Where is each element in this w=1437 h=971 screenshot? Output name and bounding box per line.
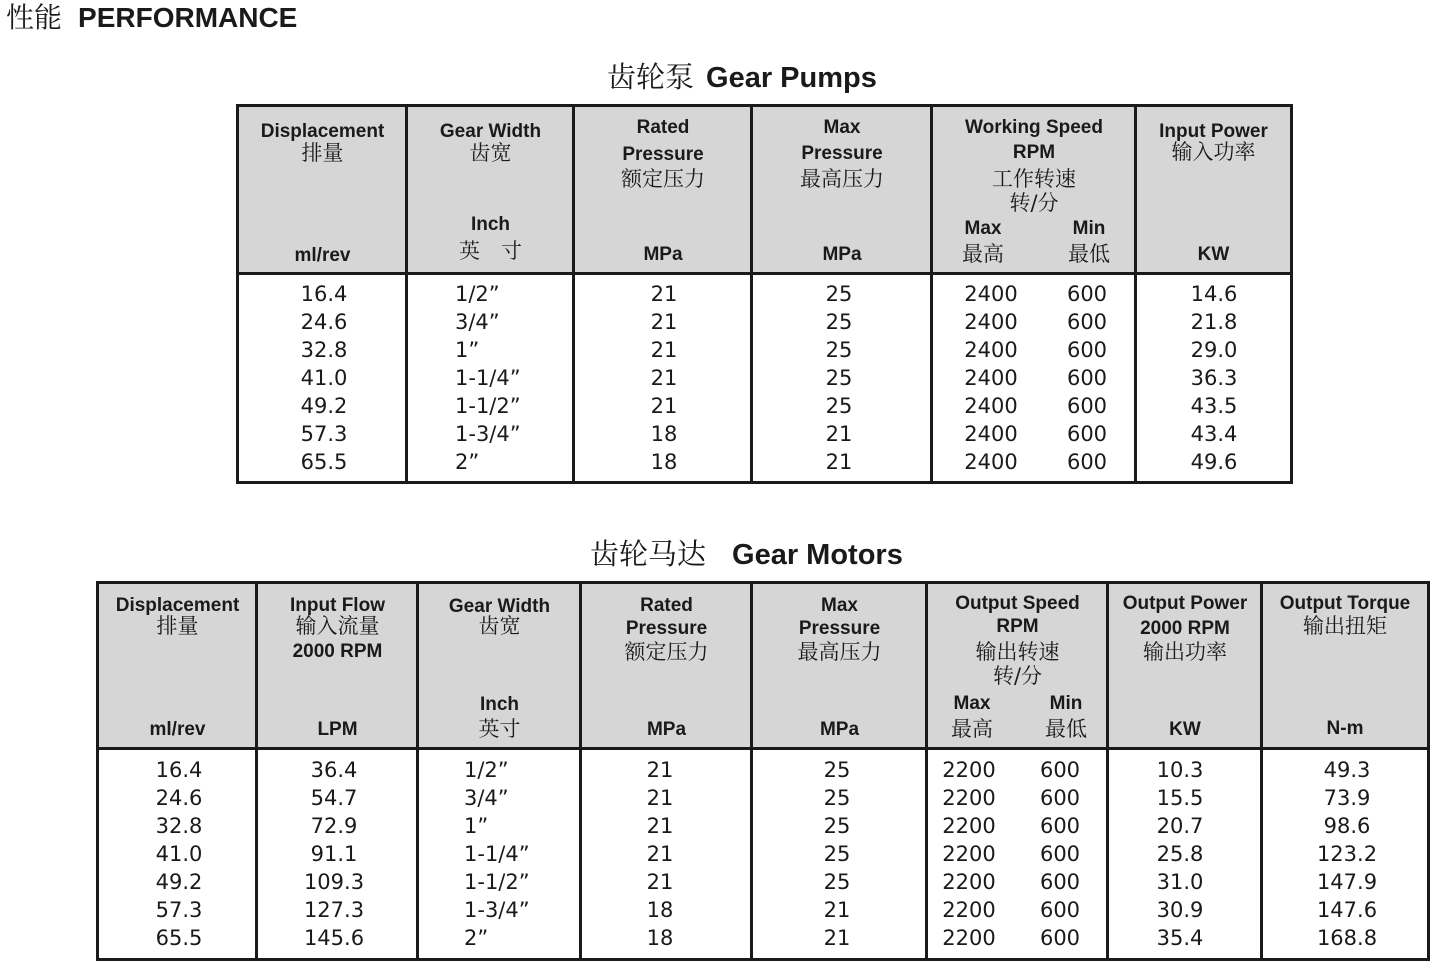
pumps-hdr-rated-en2: Pressure (622, 144, 704, 165)
pumps-cell-power: 43.4 (1190, 422, 1238, 446)
motors-cell-width: 1/2” (464, 758, 509, 782)
motors-cell-disp: 41.0 (155, 842, 203, 866)
pumps-cell-disp: 16.4 (300, 282, 348, 306)
pumps-cell-max: 25 (825, 282, 853, 306)
motors-cell-rated: 21 (646, 758, 674, 782)
motors-hdr-speed-cn2: 转/分 (992, 664, 1043, 688)
motors-cell-power: 25.8 (1156, 842, 1204, 866)
pumps-hdr-disp-en: Displacement (260, 121, 385, 142)
pumps-cell-max: 25 (825, 310, 853, 334)
pumps-cell-power: 36.3 (1190, 366, 1238, 390)
pumps-cell-smax: 2400 (964, 366, 1018, 390)
pumps-cell-power: 14.6 (1190, 282, 1238, 306)
motors-cell-disp: 16.4 (155, 758, 203, 782)
motors-cell-rated: 21 (646, 786, 674, 810)
pumps-hdr-width-unit-en: Inch (470, 214, 511, 235)
motors-cell-torque: 168.8 (1316, 926, 1378, 950)
pumps-table-row (239, 308, 1290, 336)
motors-cell-rated: 21 (646, 814, 674, 838)
pumps-hdr-rated-unit: MPa (643, 244, 683, 265)
motors-cell-smax: 2200 (942, 870, 996, 894)
motors-cell-max: 25 (823, 870, 851, 894)
motors-hdr-speed-max-en: Max (953, 693, 991, 714)
motors-hdr-rated-en1: Rated (640, 595, 693, 616)
motors-hdr-rated-cn: 额定压力 (624, 640, 709, 664)
heading-cn: 性能 (6, 1, 63, 34)
motors-hdr-width-en: Gear Width (448, 596, 551, 617)
pumps-cell-max: 25 (825, 394, 853, 418)
motors-hdr-flow-unit: LPM (317, 719, 358, 740)
motors-title-en: Gear Motors (732, 539, 903, 571)
motors-cell-max: 21 (823, 898, 851, 922)
pumps-hdr-width-cn: 齿宽 (469, 141, 512, 165)
motors-hdr-disp-en: Displacement (115, 595, 240, 616)
motors-hdr-max-unit: MPa (819, 719, 860, 740)
motors-cell-torque: 73.9 (1323, 786, 1371, 810)
motors-cell-width: 1-1/2” (464, 870, 530, 894)
pumps-cell-power: 43.5 (1190, 394, 1238, 418)
page-heading (6, 0, 297, 36)
pumps-cell-max: 21 (825, 450, 853, 474)
motors-cell-torque: 147.9 (1316, 870, 1378, 894)
pumps-table (236, 104, 1293, 484)
motors-cell-smin: 600 (1039, 870, 1081, 894)
pumps-cell-smin: 600 (1066, 338, 1108, 362)
pumps-hdr-max-en2: Pressure (801, 143, 883, 164)
motors-cell-smin: 600 (1039, 758, 1081, 782)
motors-hdr-disp-cn: 排量 (156, 614, 199, 638)
motors-hdr-power-en: Output Power (1122, 593, 1248, 614)
motors-cell-smin: 600 (1039, 814, 1081, 838)
motors-cell-smin: 600 (1039, 898, 1081, 922)
pumps-cell-smax: 2400 (964, 338, 1018, 362)
pumps-hdr-speed-min-en: Min (1072, 218, 1106, 239)
motors-hdr-width-unit-cn: 英寸 (478, 717, 521, 741)
pumps-hdr-speed-en1: Working Speed (965, 117, 1103, 138)
motors-cell-max: 25 (823, 842, 851, 866)
pumps-table-row (239, 448, 1290, 476)
pumps-cell-smax: 2400 (964, 450, 1018, 474)
pumps-cell-smin: 600 (1066, 282, 1108, 306)
motors-cell-disp: 57.3 (155, 898, 203, 922)
motors-cell-smax: 2200 (942, 814, 996, 838)
motors-hdr-speed-cn1: 输出转速 (975, 640, 1060, 664)
pumps-cell-width: 1-1/2” (455, 394, 521, 418)
pumps-cell-smin: 600 (1066, 450, 1108, 474)
motors-cell-rated: 18 (646, 898, 674, 922)
heading-en: PERFORMANCE (78, 2, 298, 33)
motors-cell-power: 30.9 (1156, 898, 1204, 922)
motors-table-row (99, 840, 1427, 868)
pumps-hdr-speed-cn2: 转/分 (1009, 191, 1059, 215)
pumps-hdr-rated-en1: Rated (636, 117, 690, 138)
pumps-cell-smin: 600 (1066, 366, 1108, 390)
pumps-cell-width: 2” (455, 450, 480, 474)
motors-hdr-rated-unit: MPa (646, 719, 687, 740)
pumps-cell-width: 1-3/4” (455, 422, 521, 446)
pumps-cell-smin: 600 (1066, 394, 1108, 418)
pumps-cell-disp: 41.0 (300, 366, 348, 390)
pumps-hdr-speed-min-cn: 最低 (1068, 242, 1110, 266)
pumps-title-cn: 齿轮泵 (607, 60, 695, 94)
motors-cell-width: 3/4” (464, 786, 509, 810)
pumps-hdr-speed-en2: RPM (1012, 142, 1056, 163)
pumps-hdr-speed-max-cn: 最高 (962, 242, 1004, 266)
motors-cell-rated: 18 (646, 926, 674, 950)
pumps-cell-width: 1/2” (455, 282, 500, 306)
motors-cell-torque: 49.3 (1323, 758, 1371, 782)
pumps-cell-rated: 21 (650, 282, 678, 306)
pumps-cell-max: 25 (825, 366, 853, 390)
motors-hdr-flow-cn: 输入流量 (295, 614, 380, 638)
motors-hdr-max-en1: Max (821, 595, 858, 616)
motors-title (590, 536, 903, 573)
motors-hdr-speed-max-cn: 最高 (951, 717, 993, 741)
motors-cell-power: 35.4 (1156, 926, 1204, 950)
motors-hdr-speed-en2: RPM (996, 616, 1039, 637)
motors-cell-disp: 65.5 (155, 926, 203, 950)
motors-cell-max: 25 (823, 814, 851, 838)
motors-cell-flow: 36.4 (310, 758, 358, 782)
motors-table (96, 581, 1430, 961)
pumps-hdr-speed-max-en: Max (964, 218, 1002, 239)
pumps-cell-power: 21.8 (1190, 310, 1238, 334)
motors-cell-width: 2” (464, 926, 489, 950)
pumps-title (607, 59, 877, 96)
pumps-cell-disp: 57.3 (300, 422, 348, 446)
motors-cell-flow: 72.9 (310, 814, 358, 838)
motors-cell-torque: 147.6 (1316, 898, 1378, 922)
pumps-cell-max: 25 (825, 338, 853, 362)
pumps-cell-smax: 2400 (964, 310, 1018, 334)
motors-hdr-flow-en: Input Flow (290, 595, 385, 616)
pumps-title-en: Gear Pumps (706, 62, 877, 94)
motors-table-row (99, 756, 1427, 784)
motors-title-cn: 齿轮马达 (590, 537, 707, 571)
pumps-table-row (239, 364, 1290, 392)
motors-cell-disp: 24.6 (155, 786, 203, 810)
pumps-cell-max: 21 (825, 422, 853, 446)
motors-cell-smax: 2200 (942, 842, 996, 866)
motors-hdr-max-en2: Pressure (798, 618, 881, 639)
motors-table-row (99, 924, 1427, 952)
motors-cell-power: 20.7 (1156, 814, 1204, 838)
pumps-cell-power: 29.0 (1190, 338, 1238, 362)
pumps-cell-width: 1-1/4” (455, 366, 521, 390)
motors-hdr-rated-en2: Pressure (625, 618, 708, 639)
pumps-cell-smin: 600 (1066, 422, 1108, 446)
pumps-hdr-width-en: Gear Width (439, 121, 542, 142)
motors-cell-flow: 109.3 (303, 870, 365, 894)
pumps-hdr-max-unit: MPa (822, 244, 862, 265)
motors-cell-flow: 91.1 (310, 842, 358, 866)
pumps-hdr-width-unit-cn: 英 寸 (459, 239, 522, 263)
pumps-table-row (239, 392, 1290, 420)
pumps-cell-power: 49.6 (1190, 450, 1238, 474)
motors-cell-max: 25 (823, 786, 851, 810)
motors-hdr-torque-unit: N-m (1326, 718, 1364, 739)
motors-hdr-power-rpm: 2000 RPM (1140, 618, 1230, 639)
pumps-cell-smax: 2400 (964, 282, 1018, 306)
pumps-hdr-speed-cn1: 工作转速 (992, 167, 1076, 191)
motors-cell-power: 15.5 (1156, 786, 1204, 810)
motors-table-row (99, 784, 1427, 812)
motors-cell-smax: 2200 (942, 898, 996, 922)
motors-cell-rated: 21 (646, 842, 674, 866)
motors-hdr-power-cn: 输出功率 (1143, 640, 1227, 664)
motors-cell-max: 25 (823, 758, 851, 782)
pumps-cell-rated: 21 (650, 310, 678, 334)
pumps-hdr-power-unit: KW (1197, 244, 1230, 265)
pumps-hdr-disp-cn: 排量 (301, 141, 344, 165)
motors-cell-width: 1” (464, 814, 489, 838)
motors-body (99, 756, 1427, 956)
motors-cell-disp: 49.2 (155, 870, 203, 894)
motors-cell-disp: 32.8 (155, 814, 203, 838)
pumps-table-row (239, 336, 1290, 364)
motors-hdr-max-cn: 最高压力 (797, 640, 882, 664)
motors-cell-width: 1-1/4” (464, 842, 530, 866)
motors-table-row (99, 896, 1427, 924)
pumps-cell-smin: 600 (1066, 310, 1108, 334)
pumps-body (239, 280, 1290, 480)
motors-cell-smin: 600 (1039, 926, 1081, 950)
pumps-table-row (239, 280, 1290, 308)
pumps-cell-disp: 65.5 (300, 450, 348, 474)
motors-cell-flow: 127.3 (303, 898, 365, 922)
pumps-cell-disp: 49.2 (300, 394, 348, 418)
pumps-cell-rated: 18 (650, 422, 678, 446)
motors-cell-torque: 98.6 (1323, 814, 1371, 838)
pumps-cell-width: 1” (455, 338, 480, 362)
pumps-hdr-power-en: Input Power (1159, 121, 1268, 142)
pumps-table-row (239, 420, 1290, 448)
motors-hdr-flow-rpm: 2000 RPM (292, 641, 383, 662)
pumps-cell-rated: 21 (650, 394, 678, 418)
motors-table-row (99, 868, 1427, 896)
pumps-cell-width: 3/4” (455, 310, 500, 334)
pumps-hdr-max-cn: 最高压力 (800, 167, 884, 191)
motors-cell-smax: 2200 (942, 758, 996, 782)
pumps-cell-smax: 2400 (964, 422, 1018, 446)
motors-cell-width: 1-3/4” (464, 898, 530, 922)
motors-hdr-power-unit: KW (1169, 719, 1201, 740)
pumps-cell-rated: 18 (650, 450, 678, 474)
motors-cell-smin: 600 (1039, 786, 1081, 810)
motors-cell-smax: 2200 (942, 926, 996, 950)
motors-cell-power: 10.3 (1156, 758, 1204, 782)
motors-cell-flow: 54.7 (310, 786, 358, 810)
motors-cell-smin: 600 (1039, 842, 1081, 866)
pumps-cell-disp: 24.6 (300, 310, 348, 334)
motors-cell-flow: 145.6 (303, 926, 365, 950)
motors-hdr-width-unit-en: Inch (479, 694, 520, 715)
pumps-hdr-power-cn: 输入功率 (1171, 140, 1256, 164)
motors-hdr-torque-cn: 输出扭矩 (1303, 614, 1387, 638)
pumps-cell-disp: 32.8 (300, 338, 348, 362)
motors-cell-rated: 21 (646, 870, 674, 894)
motors-hdr-disp-unit: ml/rev (149, 719, 206, 740)
pumps-cell-rated: 21 (650, 366, 678, 390)
motors-hdr-torque-en: Output Torque (1279, 593, 1411, 614)
pumps-cell-smax: 2400 (964, 394, 1018, 418)
pumps-hdr-max-en1: Max (823, 117, 861, 138)
motors-hdr-speed-min-en: Min (1049, 693, 1083, 714)
pumps-cell-rated: 21 (650, 338, 678, 362)
pumps-hdr-rated-cn: 额定压力 (621, 167, 705, 191)
motors-cell-torque: 123.2 (1316, 842, 1378, 866)
motors-table-row (99, 812, 1427, 840)
motors-cell-max: 21 (823, 926, 851, 950)
motors-hdr-speed-min-cn: 最低 (1045, 717, 1087, 741)
pumps-hdr-disp-unit: ml/rev (294, 245, 351, 266)
motors-hdr-speed-en1: Output Speed (955, 593, 1080, 614)
motors-cell-power: 31.0 (1156, 870, 1204, 894)
motors-hdr-width-cn: 齿宽 (478, 614, 521, 638)
motors-cell-smax: 2200 (942, 786, 996, 810)
